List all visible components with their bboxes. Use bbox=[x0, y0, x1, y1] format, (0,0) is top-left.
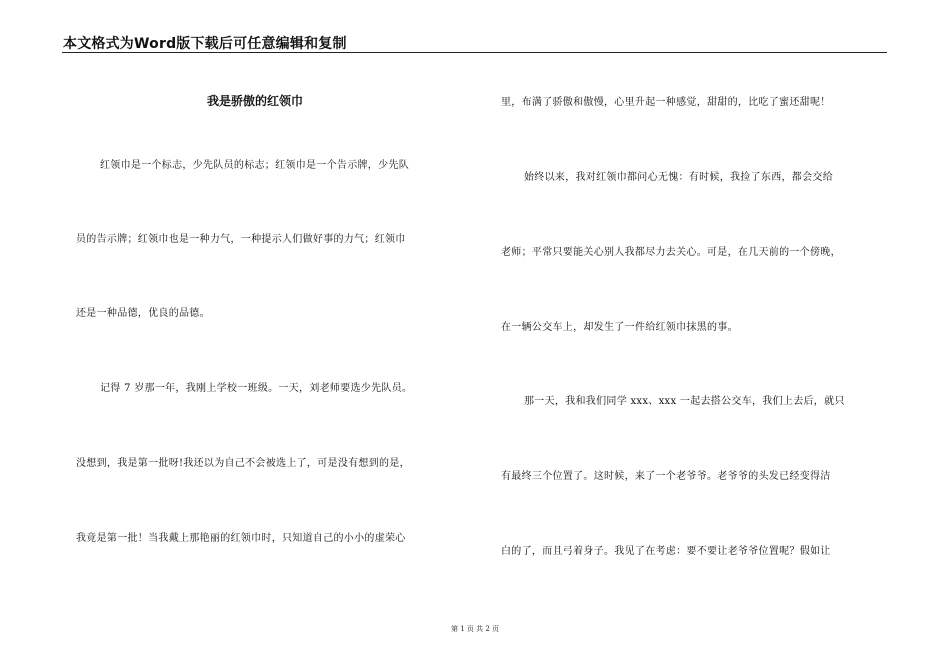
right-column-line: 始终以来，我对红领巾都问心无愧：有时候，我捡了东西，都会交给 bbox=[524, 172, 833, 183]
right-column-line: 那一天，我和我们同学 xxx、xxx 一起去搭公交车，我们上去后，就只 bbox=[524, 396, 845, 407]
right-column-line: 有最终三个位置了。这时候，来了一个老爷爷。老爷爷的头发已经变得洁 bbox=[501, 471, 831, 482]
header-divider bbox=[62, 52, 887, 53]
left-column-line: 还是一种品德，优良的品德。 bbox=[76, 308, 210, 319]
document-title: 我是骄傲的红领巾 bbox=[207, 94, 304, 108]
left-column-line: 红领巾是一个标志，少先队员的标志；红领巾是一个告示牌，少先队 bbox=[100, 160, 409, 171]
right-column-line: 里，布满了骄傲和傲慢，心里升起一种感觉，甜甜的，比吃了蜜还甜呢！ bbox=[501, 97, 831, 108]
left-column-line: 记得 7 岁那一年，我刚上学校一班级。一天，刘老师要选少先队员。 bbox=[100, 383, 413, 394]
page-indicator: 第 1 页 共 2 页 bbox=[450, 625, 500, 633]
right-column-line: 在一辆公交车上，却发生了一件给红领巾抹黑的事。 bbox=[501, 322, 738, 333]
right-column-line: 老师；平常只要能关心别人我都尽力去关心。可是，在几天前的一个傍晚， bbox=[501, 247, 841, 258]
left-column-line: 没想到，我是第一批呀!我还以为自己不会被选上了，可是没有想到的是， bbox=[76, 458, 410, 469]
left-column-line: 我竟是第一批！当我戴上那艳丽的红领巾时，只知道自己的小小的虚荣心 bbox=[76, 533, 406, 544]
left-column-line: 员的告示牌；红领巾也是一种力气，一种提示人们做好事的力气；红领巾 bbox=[76, 234, 406, 245]
header-title: 本文格式为Word版下载后可任意编辑和复制 bbox=[63, 36, 347, 52]
right-column-line: 白的了，而且弓着身子。我见了在考虑：要不要让老爷爷位置呢？假如让 bbox=[501, 546, 831, 557]
